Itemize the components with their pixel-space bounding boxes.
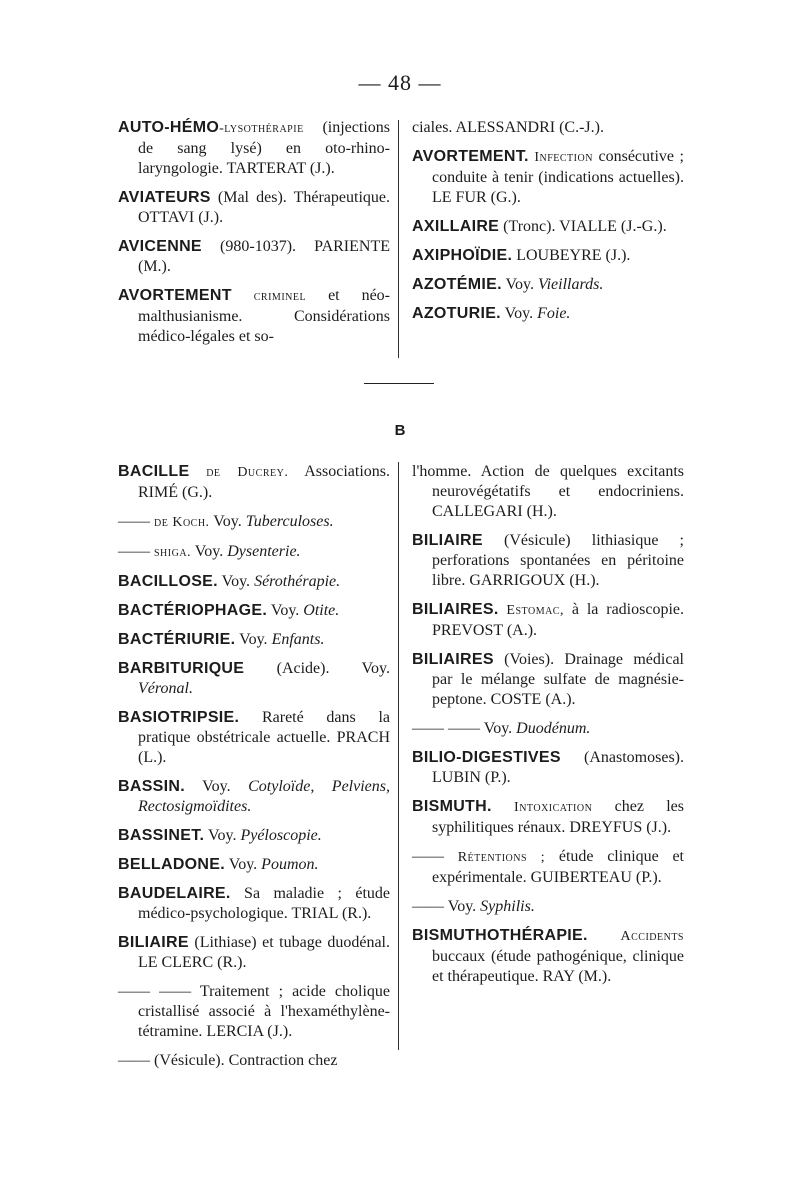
entry-dash: —— — [118, 513, 150, 530]
entry-head: BAUDELAIRE. — [118, 885, 231, 902]
entry-sc: Intoxication — [491, 800, 593, 815]
entry-text: (Mal des). Thérapeutique. OTTAVI (J.). — [138, 189, 390, 226]
section-a-right-column — [412, 118, 684, 333]
entry-head: BARBITURIQUE — [118, 660, 245, 677]
entry-head: AVIATEURS — [118, 189, 211, 206]
entry-text: Traitement ; acide cholique cristallisé associé à l'hexaméthylène-tétramine. LERCIA (J.). — [138, 983, 391, 1040]
entry-text: Sa maladie ; étude médico-psychologique. TRIAL (R.). — [138, 885, 390, 922]
entry-text: ciales. ALESSANDRI (C.-J.). — [412, 119, 604, 136]
index-entry — [118, 542, 390, 563]
entry-it: Foie. — [537, 305, 571, 322]
entry-it: Cotyloïde, Pelviens, Rectosigmoïdites. — [138, 778, 391, 815]
section-a-left-column — [118, 118, 390, 356]
index-entry — [412, 246, 684, 266]
entry-head: AXIPHOÏDIE. — [412, 247, 513, 264]
entry-it: Sérothérapie. — [254, 573, 341, 590]
entry-text: Voy. — [209, 513, 246, 530]
entry-head: BASIOTRIPSIE. — [118, 709, 240, 726]
entry-text: l'homme. Action de quelques excitants neurovégétatifs et endocriniens. CALLEGARI (H.). — [412, 463, 684, 520]
index-entry — [412, 304, 684, 324]
entry-head: BILIO-DIGESTIVES — [412, 749, 561, 766]
index-entry — [118, 982, 390, 1042]
index-entry — [412, 897, 684, 917]
entry-text: (Vésicule) lithiasique ; perforations spontanées en péritoine libre. GARRIGOUX (H.). — [432, 532, 684, 589]
entry-text: (Anastomoses). LUBIN (P.). — [432, 749, 684, 786]
index-entry — [412, 600, 684, 641]
index-entry — [412, 147, 684, 208]
entry-text: (980-1037). PARIENTE (M.). — [138, 238, 390, 275]
entry-text: Voy. — [185, 778, 249, 795]
index-entry — [412, 926, 684, 987]
index-entry — [412, 719, 684, 739]
index-entry — [412, 462, 684, 522]
index-entry — [118, 708, 390, 768]
entry-text: Voy. — [225, 856, 262, 873]
entry-text: Voy. — [204, 827, 241, 844]
entry-head: AVICENNE — [118, 238, 202, 255]
entry-text: Voy. — [501, 276, 538, 293]
entry-text: (Lithiase) et tubage duodénal. LE CLERC (R.). — [138, 934, 390, 971]
entry-text: Voy. — [191, 543, 228, 560]
column-divider — [398, 120, 399, 358]
entry-sc: shiga. — [150, 545, 192, 560]
entry-dash: —— — [412, 848, 444, 865]
entry-sc: criminel — [231, 289, 307, 304]
entry-text: Associations. RIMÉ (G.). — [138, 463, 390, 501]
index-entry — [118, 826, 390, 846]
entry-head: BACTÉRIURIE. — [118, 631, 236, 648]
column-divider — [398, 462, 399, 1050]
index-entry — [118, 286, 390, 347]
entry-it: Enfants. — [271, 631, 325, 648]
entry-text: Rareté dans la pratique obstétricale actuelle. PRACH (L.). — [138, 709, 390, 766]
entry-text: chez les syphilitiques rénaux. DREYFUS (J.). — [432, 798, 684, 836]
index-entry — [412, 531, 684, 591]
entry-it: Tuberculoses. — [245, 513, 334, 530]
entry-head: BILIAIRES. — [412, 601, 499, 618]
index-entry — [412, 797, 684, 838]
entry-text: à la radioscopie. PREVOST (A.). — [432, 601, 684, 639]
entry-head: AZOTÉMIE. — [412, 276, 502, 293]
entry-dash: —— — [118, 543, 150, 560]
entry-sc: de Ducrey. — [189, 465, 289, 480]
section-b-right-column — [412, 462, 684, 996]
entry-head: BILIAIRE — [412, 532, 483, 549]
index-entry — [412, 748, 684, 788]
entry-head: BACILLE — [118, 463, 190, 480]
entry-head: AZOTURIE. — [412, 305, 501, 322]
index-entry — [412, 217, 684, 237]
entry-it: Véronal. — [138, 680, 193, 697]
index-entry — [118, 630, 390, 650]
entry-text: et néo-malthusianisme. Considérations médico-légales et so- — [138, 287, 390, 345]
index-entry — [118, 855, 390, 875]
entry-text: Voy. — [444, 898, 481, 915]
entry-head: BILIAIRES — [412, 651, 494, 668]
entry-text: Voy. — [217, 573, 255, 590]
entry-head: BASSIN. — [118, 778, 185, 795]
entry-head: BASSINET. — [118, 827, 205, 844]
index-entry — [118, 601, 390, 621]
index-entry — [118, 462, 390, 503]
index-entry — [118, 572, 390, 592]
index-entry — [412, 650, 684, 710]
entry-dash: —— — [118, 1052, 150, 1069]
entry-it: Dysenterie. — [227, 543, 301, 560]
entry-text: (Tronc). VIALLE (J.-G.). — [499, 218, 667, 235]
entry-text: consécutive ; conduite à tenir (indications actuelles). LE FUR (G.). — [432, 148, 685, 206]
entry-text: Voy. — [480, 720, 517, 737]
entry-it: Poumon. — [261, 856, 319, 873]
entry-text: LOUBEYRE (J.). — [512, 247, 631, 264]
entry-head: BISMUTHOTHÉRAPIE. — [412, 927, 588, 944]
index-entry — [118, 884, 390, 924]
entry-text: Voy. — [500, 305, 538, 322]
section-b-left-column — [118, 462, 390, 1080]
entry-it: Vieillards. — [537, 276, 604, 293]
index-entry — [118, 659, 390, 699]
entry-it: Otite. — [303, 602, 340, 619]
index-entry — [412, 275, 684, 295]
index-entry — [412, 847, 684, 888]
entry-text: Voy. — [267, 602, 304, 619]
entry-sc: -lysothérapie — [219, 121, 304, 136]
entry-it: Syphilis. — [480, 898, 535, 915]
entry-head: BILIAIRE — [118, 934, 189, 951]
index-entry — [118, 237, 390, 277]
entry-head: BELLADONE. — [118, 856, 225, 873]
index-entry — [118, 1051, 390, 1071]
entry-dash: —— —— — [118, 983, 192, 1000]
index-entry — [118, 777, 390, 817]
entry-text: (Voies). Drainage médical par le mélange sulfate de magnésie-peptone. COSTE (A.). — [432, 651, 684, 708]
entry-it: Pyéloscopie. — [240, 827, 322, 844]
section-rule — [364, 383, 434, 384]
entry-text: (injections de sang lysé) en oto-rhino-laryngologie. TARTERAT (J.). — [138, 119, 390, 177]
entry-sc: Accidents — [587, 929, 684, 944]
index-entry — [118, 933, 390, 973]
entry-text: (Acide). Voy. — [244, 660, 390, 677]
entry-head: BISMUTH. — [412, 798, 492, 815]
entry-text: Voy. — [235, 631, 272, 648]
entry-sc: de Koch. — [150, 515, 210, 530]
entry-sc: Estomac, — [498, 603, 564, 618]
entry-head: AVORTEMENT — [118, 287, 232, 304]
index-entry — [412, 118, 684, 138]
entry-head: BACTÉRIOPHAGE. — [118, 602, 268, 619]
entry-dash: —— —— — [412, 720, 480, 737]
index-entry — [118, 512, 390, 533]
entry-head: AXILLAIRE — [412, 218, 500, 235]
entry-head: BACILLOSE. — [118, 573, 218, 590]
section-letter: B — [394, 422, 406, 439]
entry-sc: Infection — [528, 150, 593, 165]
entry-dash: —— — [412, 898, 444, 915]
entry-sc: Rétentions ; — [444, 850, 546, 865]
index-entry — [118, 118, 390, 179]
entry-text: (Vésicule). Contraction chez — [150, 1052, 338, 1069]
page-number: — 48 — — [358, 70, 442, 95]
entry-head: AUTO-HÉMO — [118, 119, 220, 136]
entry-it: Duodénum. — [516, 720, 591, 737]
entry-head: AVORTEMENT. — [412, 148, 529, 165]
index-entry — [118, 188, 390, 228]
entry-text: buccaux (étude pathogénique, clinique et thérapeutique. RAY (M.). — [432, 948, 684, 985]
entry-text: étude clinique et expérimentale. GUIBERTEAU (P.). — [432, 848, 685, 886]
